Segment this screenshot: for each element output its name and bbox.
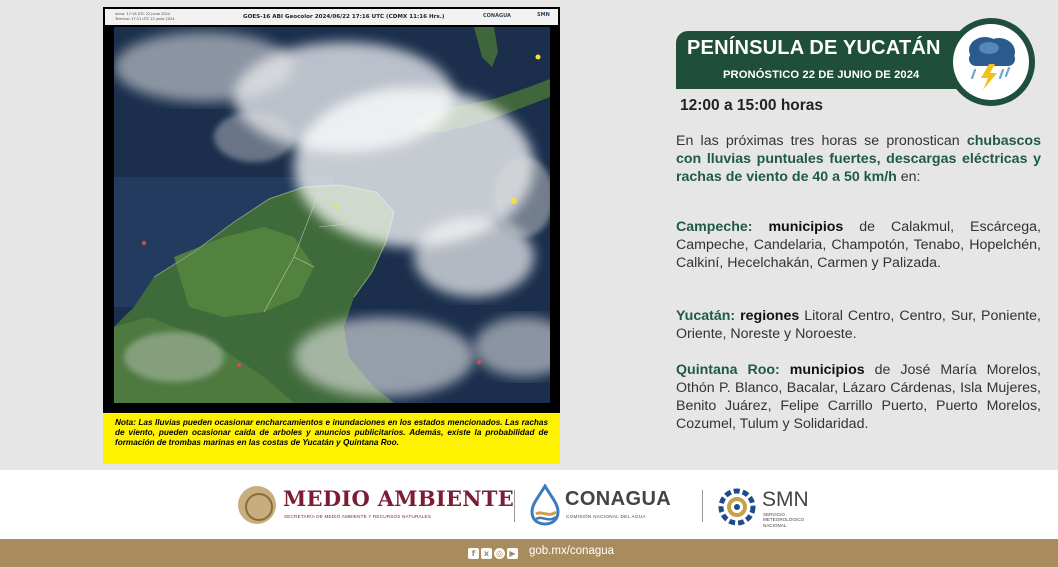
satellite-map-graphic [114,27,550,403]
medio-ambiente-logo: MEDIO AMBIENTE [283,486,515,511]
satellite-title: GOES-16 ABI Geocolor 2024/06/22 17:16 UTC (CDMX 11:16 Hrs.) [243,14,445,20]
smn-logo: SMN [762,488,809,511]
forecast-highlight: chubascos con lluvias puntuales fuertes, descargas eléctricas y rachas de viento de 40 a 50 km/h [676,133,1041,185]
time-range: 12:00 a 15:00 horas [680,97,824,114]
note-text: Nota: Las lluvias pueden ocasionar encharcamientos e inundaciones en los estados mencionados. Las rachas de viento, pueden ocasionar caída de arboles y anuncios publicitarios. Además, existe la probabilidad de formación de trombas marinas en las costas de Yucatán y Quintana Roo. [115,418,548,447]
conagua-subtitle: COMISIÓN NACIONAL DEL AGUA [566,514,646,519]
note-box [103,414,560,464]
state-list: de Calakmul, Escárcega, Campeche, Candelaria, Champotón, Tenabo, Hopelchén, Calkiní, Hecelchakán, Carmen y Palizada. [676,219,1041,271]
forecast-date: PRONÓSTICO 22 DE JUNIO DE 2024 [723,69,920,81]
state-yucatan [676,307,1041,343]
state-name: Campeche: [676,219,753,235]
satellite-logo-smn: SMN [537,12,550,18]
state-unit: municipios [789,362,865,378]
state-campeche [676,218,1041,272]
footer-url-link[interactable]: gob.mx/conagua [529,545,615,557]
smn-logo-icon [716,486,758,528]
instagram-icon[interactable]: ◎ [494,548,505,559]
state-unit: regiones [740,308,800,324]
state-name: Quintana Roo: [676,362,780,378]
state-list: Litoral Centro, Centro, Sur, Poniente, Oriente, Noreste y Noroeste. [676,308,1041,342]
satellite-meta: Inicio: 17:16 UTC 22 junio 2024 Termino: 17:21 UTC 22 junio 2024 [115,12,175,21]
conagua-logo: CONAGUA [565,488,672,510]
region-title: PENÍNSULA DE YUCATÁN [687,37,941,59]
x-icon[interactable]: x [481,548,492,559]
satellite-panel [103,7,560,413]
facebook-icon[interactable]: f [468,548,479,559]
forecast-intro: En las próximas tres horas se pronostican chubascos con lluvias puntuales fuertes, descargas eléctricas y rachas de viento de 40 a 50 km/h en: [676,133,1041,185]
logo-divider [702,490,703,522]
youtube-icon[interactable]: ▶ [507,548,518,559]
state-quintana-roo [676,361,1041,433]
title-bar [676,31,976,89]
medio-ambiente-subtitle: SECRETARÍA DE MEDIO AMBIENTE Y RECURSOS NATURALES [284,514,432,519]
state-name: Yucatán: [676,308,736,324]
weather-badge [947,18,1035,106]
state-list: de José María Morelos, Othón P. Blanco, Bacalar, Lázaro Cárdenas, Isla Mujeres, Benito Juárez, Felipe Carrillo Puerto, Puerto Morelos, Cozumel, Tulum y Solidaridad. [676,362,1041,432]
mexico-seal-icon [238,486,276,524]
conagua-drop-icon [528,484,562,526]
social-links [468,546,518,560]
satellite-logo-conagua: CONAGUA [483,13,511,19]
smn-subtitle: SERVICIO METEOROLÓGICO NACIONAL [763,512,805,528]
satellite-header [103,7,560,25]
satellite-image [114,27,550,403]
logo-divider [514,490,515,522]
storm-cloud-lightning-icon [955,28,1027,94]
state-unit: municipios [768,219,844,235]
